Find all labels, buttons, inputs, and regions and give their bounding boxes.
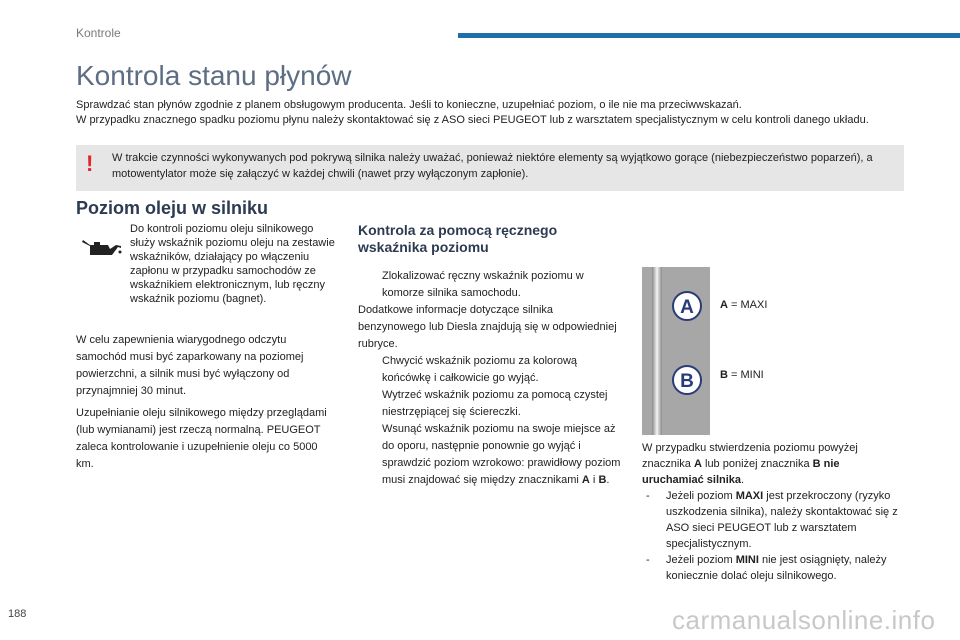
dipstick-marker-a bbox=[673, 292, 701, 320]
level-warning-text bbox=[642, 440, 902, 584]
section-header: Kontrole bbox=[76, 26, 121, 40]
list-item bbox=[358, 387, 623, 421]
warning-exclamation-icon: ! bbox=[86, 151, 94, 176]
label-value: = MAXI bbox=[727, 299, 768, 311]
label-value: = MINI bbox=[727, 369, 764, 381]
marker-a-ref: A bbox=[581, 474, 590, 486]
oil-level-heading: Poziom oleju w silniku bbox=[76, 198, 269, 218]
text-part: MINI bbox=[735, 554, 759, 566]
text-part: nie jest osiągnięty, należy koniecznie dolać oleju silnikowego. bbox=[666, 554, 887, 582]
manual-check-heading: Kontrola za pomocą ręcznego wskaźnika poziomu bbox=[358, 222, 558, 255]
dipstick-illustration bbox=[642, 267, 710, 435]
text-part: jest przekroczony (ryzyko uszkodzenia silnika), należy skontaktować się z ASO sieci PEUGEOT lub z warsztatem specjalistycznym. bbox=[666, 490, 898, 550]
label-maxi bbox=[720, 299, 767, 311]
text-part: B nie uruchamiać silnika bbox=[642, 458, 840, 486]
text-part: lub poniżej znacznika bbox=[701, 458, 813, 470]
svg-text:B: B bbox=[680, 371, 694, 392]
intro-text bbox=[76, 98, 906, 128]
step-text bbox=[382, 423, 620, 486]
engine-info-note: Dodatkowe informacje dotyczące silnika benzynowego lub Diesla znajdują się w odpowiedniej rubryce. bbox=[358, 304, 617, 350]
step-text-part: i bbox=[589, 474, 599, 486]
page-title: Kontrola stanu płynów bbox=[76, 60, 352, 91]
oil-indicator-description: Do kontroli poziomu oleju silnikowego służy wskaźnik poziomu oleju na zestawie wskaźników, działający po włączeniu zapłonu w przypadku samochodów ze wskaźnikiem elektronicznym, lub ręczny wskaźnik poziomu (bagnet). bbox=[130, 223, 335, 305]
text-part: Jeżeli poziom bbox=[666, 490, 736, 502]
text-part: A bbox=[693, 458, 702, 470]
list-item bbox=[358, 268, 623, 302]
text-part: MAXI bbox=[735, 490, 764, 502]
step-text: Chwycić wskaźnik poziomu za kolorową końcówkę i całkowicie go wyjąć. bbox=[382, 355, 578, 384]
intro-line-1: Sprawdzać stan płynów zgodnie z planem obsługowym producenta. Jeśli to konieczne, uzupełniać poziom, o ile nie ma przeciwwskazań. bbox=[76, 99, 742, 111]
step-text-part: Wsunąć wskaźnik poziomu na swoje miejsce aż do oporu, następnie ponownie go wyjąć i sprawdzić poziom wzrokowo: prawidłowy poziom musi znajdować się między znacznikami bbox=[382, 423, 621, 486]
step-text: Zlokalizować ręczny wskaźnik poziomu w komorze silnika samochodu. bbox=[382, 270, 584, 299]
label-key: B bbox=[720, 369, 728, 381]
dipstick-marker-b bbox=[673, 366, 701, 394]
label-mini bbox=[720, 369, 764, 381]
page-number: 188 bbox=[8, 608, 27, 620]
list-item bbox=[642, 488, 902, 552]
marker-b-ref: B bbox=[598, 474, 607, 486]
oil-can-icon bbox=[80, 236, 122, 258]
step-text-part: . bbox=[606, 474, 610, 486]
text-part: Jeżeli poziom bbox=[666, 554, 736, 566]
list-item bbox=[358, 353, 623, 387]
dash-marker: - bbox=[646, 490, 650, 502]
watermark: carmanualsonline.info bbox=[672, 605, 936, 635]
dash-marker: - bbox=[646, 554, 650, 566]
oil-reading-conditions: W celu zapewnienia wiarygodnego odczytu samochód musi być zaparkowany na poziomej powierzchni, a silnik musi być wyłączony od przynajmniej 30 minut. bbox=[76, 334, 304, 397]
level-paragraph bbox=[642, 440, 902, 488]
manual-check-steps bbox=[358, 268, 623, 489]
oil-topup-note: Uzupełnianie oleju silnikowego między przeglądami (lub wymianami) jest rzeczą normalną. PEUGEOT zaleca kontrolowanie i uzupełnienie oleju co 5000 km. bbox=[76, 407, 327, 470]
intro-line-2: W przypadku znacznego spadku poziomu płynu należy skontaktować się z ASO sieci PEUGEOT lub z warsztatem specjalistycznym w celu kontroli danego układu. bbox=[76, 114, 869, 126]
list-item bbox=[358, 421, 623, 489]
label-key: A bbox=[720, 299, 728, 311]
text-part: . bbox=[741, 474, 745, 486]
list-item bbox=[642, 552, 902, 584]
svg-text:A: A bbox=[680, 297, 694, 318]
header-accent-bar bbox=[458, 33, 960, 38]
step-text: Wytrzeć wskaźnik poziomu za pomocą czystej niestrzępiącej się ściereczki. bbox=[382, 389, 608, 418]
text-part: W przypadku stwierdzenia poziomu powyżej znacznika bbox=[642, 442, 858, 470]
warning-text: W trakcie czynności wykonywanych pod pokrywą silnika należy uważać, ponieważ niektóre elementy są wyjątkowo gorące (niebezpieczeństwo poparzeń), a motowentylator może się załączyć w każdej chwili (nawet przy wyłączonym zapłonie). bbox=[112, 152, 873, 180]
